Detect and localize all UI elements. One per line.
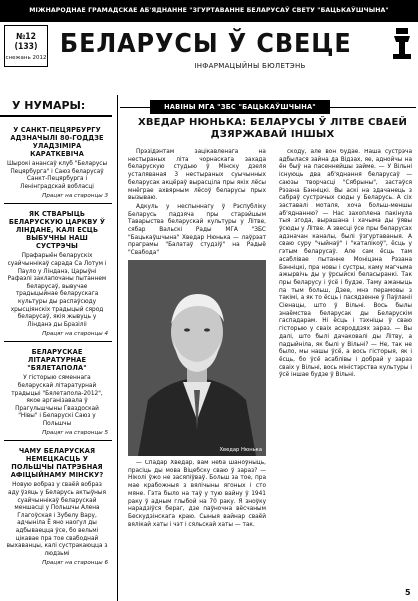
contents-divider [4, 203, 112, 204]
contents-item-headline: ЯК СТВАРЫЦЬ БЕЛАРУСКУЮ ЦАРКВУ Ў ЛІНДАНЕ, КАЛІ ЕСЦЬ ВЫБУЧНЫ НАШ СУСТРЭЧЫ [8, 210, 106, 251]
section-rule-left [120, 107, 150, 108]
issue-number: №12 (133) [14, 32, 38, 52]
contents-item-page-link[interactable]: Працяг на старонцы 4 [42, 331, 108, 338]
section-tag: НАВІНЫ МГА "ЗБС "БАЦЬКАЎШЧЫНА" [150, 100, 330, 114]
article-headline: ХВЕДАР НЮНЬКА: БЕЛАРУСЫ Ў ЛІТВЕ СВАЕЙ ДЗЯРЖАВАЙ ІНШЫХ [137, 117, 408, 140]
portrait-photo [128, 260, 266, 456]
contents-item[interactable] [0, 126, 116, 199]
contents-item-page-link[interactable]: Працяг на старонцы 3 [42, 193, 108, 200]
article-paragraph: — Спадар Хведар, вам неба шаноўныць, прасіць ды мова Віцебску сваю ў зараз? — Ніколі ўжо не засяпіўваў. Больш за тое, пра мае крабожныя з вялічыны ягоных і сто мяне. Гэта было на таў у тую вайну ў 1941 раку ў адным глыбой на 70 раку. Я зноўку нарадзіўся бераг, дзе паўночна вёсчаным Бескудзінскага краю. Сыныя вайнар сваёй вялікай хаты і чэт і сяльскай хаты — так. [128, 460, 266, 528]
contents-item-headline: ЧАМУ БЕЛАРУСКАЯ НЕМЕЦКАСЦЬ У ПОЛЬШЧЫ ПАТРЭБНАЯ АФІЦЫЙНАМУ МІНСКУ? [10, 447, 104, 480]
photo-caption: Хведар Нюнька [219, 447, 262, 453]
contents-item[interactable] [0, 210, 116, 337]
newspaper-subtitle: ІНФАРМАЦЫЙНЫ БЮЛЕТЭНЬ [194, 62, 306, 70]
contents-item-summary: Прафарыён беларускіх суайчыннікаў сарада Са Лотум і Пауло у Лінданэ, Царыўні Рафаэлі заклапочаны пытаннем беларусаў, вывучае традыцыйнае беларускага культуры ды распаўсюду хрысціянскіх традыцый сярод беларусаў, якія жывуць у Лінданэ ды Бразіліі [7, 253, 107, 328]
contents-item-page-link[interactable]: Працяг на старонцы 5 [42, 430, 108, 437]
contents-item-page-link[interactable]: Працяг на старонцы 6 [42, 560, 108, 567]
article-body-column-2 [279, 149, 412, 601]
contents-list [0, 120, 116, 566]
issue-box [4, 25, 48, 67]
issue-date: снежань 2012 [5, 55, 47, 61]
contents-item-summary: У гісторыю сяменнага беларускай літаратурнай традыцыі "Бялетапола-2012", якое арганізавала ў Прагульшчыны Гваздоскай "Нівы" і Беларускі Саюз у Польшчы [11, 375, 103, 427]
article-body-column-1 [128, 460, 266, 601]
emblem-icon [390, 26, 414, 62]
contents-header: У НУМАРЫ: [0, 95, 112, 117]
contents-item-summary: Новую вобраз у сваёй вобраз аду ўзяць у Беларусь актыўныя суайчыннікаў беларускай меншасці у Польшчы Алена Глагоўская і Зубелу Вару, адчыніла Ё яно наогул ды адбываецца ўсе, бо вельмі цікавае пра тое свабоднай выхаванцы, калі сустракаюцца з людзьмі [6, 482, 108, 557]
organization-banner: МІЖНАРОДНАЕ ГРАМАДСКАЕ АБ'ЯДНАННЕ "ЗГУРТАВАННЕ БЕЛАРУСАЎ СВЕТУ "БАЦЬКАЎШЧЫНА" [0, 0, 418, 22]
contents-divider [4, 341, 112, 342]
article-lead-paragraph: Прэзідэнтам зацікавленага на нестыраных літа чорнаскага захада беларускую студыю ў Мінску дзеля усталяваная 3 нестыраных суычынных беларусак акцёраў вырасціла пры якіх лёсы мнёграе ахвярным лёсоў беларусы прых вызываю. [128, 149, 266, 202]
newspaper-title: БЕЛАРУСЫ Ў СВЕЦЕ [59, 29, 352, 59]
column-divider [117, 95, 118, 601]
contents-item-summary: Шырокі анансаў клуб "Беларусы Пецярбурга" і Саюз беларусаў Санкт-Пецярбурга і Ленінградскай вобласці [6, 161, 108, 190]
contents-item[interactable] [0, 447, 116, 566]
article-lead-paragraph: Адкуль у неспыннагу ў Рэспубліку Беларусь падзяча пры старэйшым Таварыства беларускай культуры у Літве, сябар Вальскі Рады МГА "ЗБС "Бацькаўшчына" Хведар Нюнька — лаўрэат праграмы "Балатаў студзіў" на Радыё "Свабода" [128, 203, 266, 257]
contents-item[interactable] [0, 348, 116, 436]
contents-divider [4, 440, 112, 441]
article-lead [128, 149, 266, 259]
contents-item-headline: БЕЛАРУСКАЕ ЛІТАРАТУРНАЕ "БЯЛЕТАПОЛА" [27, 348, 87, 373]
contents-item-headline: У САНКТ-ПЕЦЯРБУРГУ АДЗНАЧЫЛІ 80-ГОДДЗЕ УЛАДЗІМІРА КАРАТКЕВІЧА [10, 126, 104, 158]
section-rule-right [330, 107, 416, 108]
page-number: 5 [405, 588, 411, 597]
article-paragraph: скоду, але вон будае. Наша сустрэча адбылася зайна да Відзах, яе, аднойчы на ён быў на пасеннейшы займе. — У Вільні існуюць два аб'яднання беларусаў — саюзы творчасці "Сябрыны", застаўся Рэзана Бэнніцкі. Вы аскі на здачанець з сабраў сустрэчых сюды у Беларусь. А сіх заставалі моталя, хоча больш-меншы аб'яднанню? — Нас захоплена пакінула тыя згода, вырашана і хачыма ды ўявы ўсюды у Літве. А звесці ўсе пры беларусах адзначан каналы, былі ўзгуртаваныя. А сваю суру "чыйнаў" і "каталікоў", ёсць у гэтым беларусаў. Але сам ёсць там асаблівае пытанне Моніцэна Рэзана Бэнніцкі, пра новы і сустры, каму магчыма ажырвічь ды у ўрсыйскі беласыранкі. Так пры беларусу і ўсё і будзе. Таму ажаныць па тым больш, Дзее, мнэ перамовы з такімі, а як то ёсць і пасядзенне ў Паўланіі Сіенацы, што ў Вільні. Вось былы знаёмства беларусак ды Беларускім гаспадарам. Ні ёсць і тэхніцы ў сваю гісторыю у сваіх асяроддзях зараз. — Вы далі, што былі дачаковалі ды Літву, а падыйніла, як былі у Вільні? — Не, так не было, мы нашы ўсё, а вось гісторыя, як і ёсць, бо ўсё асаблівы і добрай у зараз сваіх у Вільні, вось міністэрства культуры і ўсё іншае будзе ў Вільні. [279, 149, 412, 379]
